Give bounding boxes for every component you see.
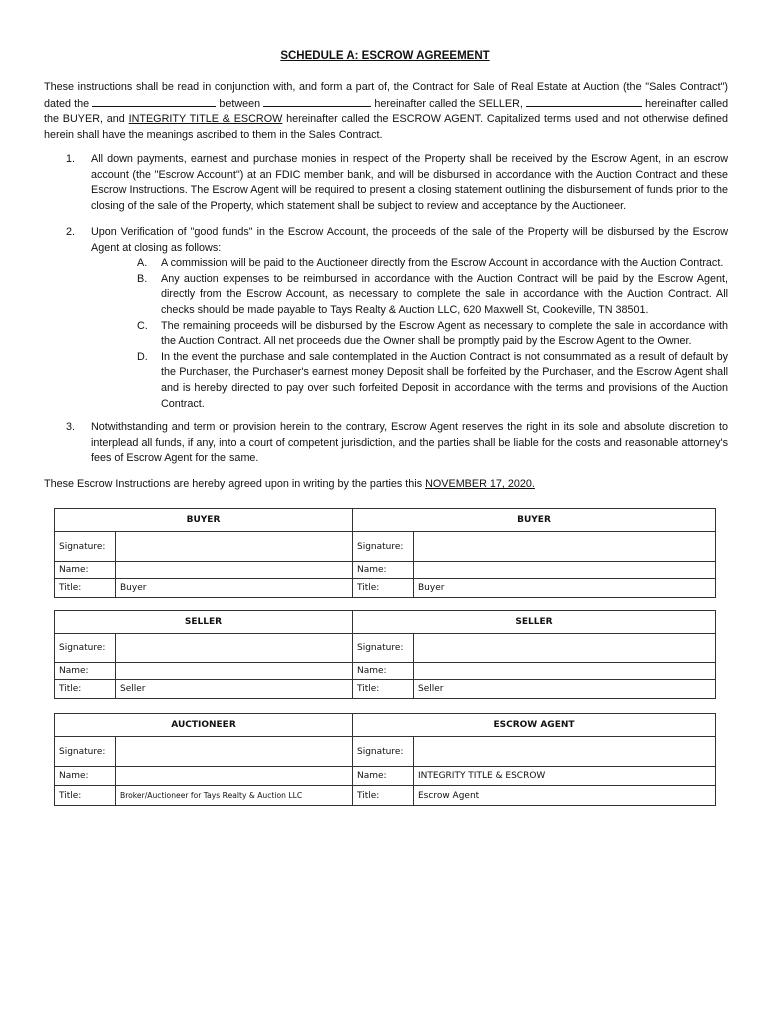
seller-1-title-field[interactable]: Seller [116,680,353,699]
seller-blank[interactable] [263,96,371,107]
clause-number: 3. [66,421,76,433]
buyer-1-title-field[interactable]: Buyer [116,579,353,598]
document-title: SCHEDULE A: ESCROW AGREEMENT [280,50,490,62]
name-label: Name: [353,562,414,579]
signature-label: Signature: [55,634,116,663]
name-label: Name: [55,767,116,786]
seller-signature-table [54,610,716,699]
clause-3 [44,420,728,467]
subclause-c [137,319,728,350]
clause-1 [44,152,728,214]
date-blank[interactable] [92,96,216,107]
title-label: Title: [353,786,414,806]
subclause-text: A commission will be paid to the Auctioneer directly from the Escrow Account in accordance with the Auction Contract. [161,257,724,270]
auctioneer-title-field[interactable]: Broker/Auctioneer for Tays Realty & Auction LLC [116,786,353,806]
signature-label: Signature: [55,737,116,767]
table-header-right: BUYER [353,509,716,532]
subclause-letter: B. [137,272,148,285]
seller-2-name-field[interactable] [414,663,716,680]
intro-text-5: hereinafter called the ESCROW AGENT. Capitalized terms used and not otherwise defined herein shall have the meanings ascribed to them in the Sales Contract. [44,113,729,141]
intro-text-3: hereinafter called the SELLER, [374,97,523,110]
buyer-signature-table [54,508,716,598]
table-header-left: AUCTIONEER [55,714,353,737]
title-label: Title: [55,579,116,598]
escrow-agent-name-field[interactable]: INTEGRITY TITLE & ESCROW [414,767,716,786]
escrow-agent-title-field[interactable]: Escrow Agent [414,786,716,806]
agreement-text: These Escrow Instructions are hereby agreed upon in writing by the parties this [44,478,423,490]
buyer-1-signature-field[interactable] [116,532,353,562]
title-label: Title: [55,680,116,699]
title-label: Title: [55,786,116,806]
signature-label: Signature: [353,532,414,562]
subclause-text: In the event the purchase and sale contemplated in the Auction Contract is not consummated as a result of default by the Purchaser, the Purchaser's earnest money Deposit shall be forfeited by the Purchaser, and the Escrow Agent shall and is hereby directed to pay over such forfeited Deposit in accordance with the terms and provisions of the Auction Contract. [161,350,728,410]
buyer-1-name-field[interactable] [116,562,353,579]
name-label: Name: [353,663,414,680]
table-header-left: SELLER [55,611,353,634]
name-label: Name: [55,562,116,579]
table-header-left: BUYER [55,509,353,532]
buyer-2-name-field[interactable] [414,562,716,579]
name-label: Name: [353,767,414,786]
intro-text-2: between [219,97,261,110]
clause-number: 1. [66,153,76,165]
name-label: Name: [55,663,116,680]
buyer-2-signature-field[interactable] [414,532,716,562]
signature-label: Signature: [353,634,414,663]
clause-text: Upon Verification of "good funds" in the Escrow Account, the proceeds of the sale of the Property will be disbursed by the Escrow Agent at closing as follows: [91,226,728,254]
subclause-letter: A. [137,257,148,270]
subclause-text: Any auction expenses to be reimbursed in accordance with the Auction Contract will be paid by the Escrow Agent, directly from the Escrow Account, as necessary to complete the sale in accordance with the Auction Contract. All checks should be made payable to Tays Realty & Auction LLC, 620 Maxwell St, Cookeville, TN 38501. [161,272,728,316]
clause-text: All down payments, earnest and purchase monies in respect of the Property shall be received by the Escrow Agent, in an escrow account (the "Escrow Account") at an FDIC member bank, and will be disbursed in accordance with the Auction Contract and these Escrow Instructions. The Escrow Agent will be required to present a closing statement outlining the disbursement of funds prior to the closing of the sale of the Property, which statement shall be subject to review and acceptance by the Auctioneer. [91,153,728,212]
table-header-right: SELLER [353,611,716,634]
intro-paragraph [44,80,728,143]
subclause-text: The remaining proceeds will be disbursed by the Escrow Agent as necessary to complete the sale in accordance with the Auction Contract. All net proceeds due the Owner shall be promptly paid by the Escrow Agent to the Owner. [161,319,728,348]
subclause-a [137,256,728,272]
table-header-right: ESCROW AGENT [353,714,716,737]
seller-2-signature-field[interactable] [414,634,716,663]
seller-2-title-field[interactable]: Seller [414,680,716,699]
agreement-line [44,478,728,490]
escrow-agent-signature-field[interactable] [414,737,716,767]
intro-text-4: hereinafter called the BUYER, and [44,97,729,126]
subclause-letter: C. [137,319,148,332]
signature-label: Signature: [353,737,414,767]
auctioneer-name-field[interactable] [116,767,353,786]
auctioneer-escrow-signature-table [54,713,716,806]
subclause-d [137,350,728,412]
subclause-b [137,272,728,319]
title-label: Title: [353,680,414,699]
subclause-letter: D. [137,350,148,363]
clause-text: Notwithstanding and term or provision herein to the contrary, Escrow Agent reserves the right in its sole and absolute discretion to interplead all funds, if any, into a court of competent jurisdiction, and the parties shall be liable for the costs and reasonable attorney's fees of Escrow Agent for the same. [91,421,728,465]
clause-number: 2. [66,226,76,238]
seller-1-name-field[interactable] [116,663,353,680]
intro-text-1: These instructions shall be read in conjunction with, and form a part of, the Contract for Sale of Real Estate at Auction (the "Sales Contract") dated the [44,81,728,110]
seller-1-signature-field[interactable] [116,634,353,663]
title-label: Title: [353,579,414,598]
escrow-agent-name: INTEGRITY TITLE & ESCROW [128,113,283,126]
clause-2 [44,225,728,412]
auctioneer-signature-field[interactable] [116,737,353,767]
buyer-blank[interactable] [526,96,642,107]
signature-label: Signature: [55,532,116,562]
buyer-2-title-field[interactable]: Buyer [414,579,716,598]
agreement-date: NOVEMBER 17, 2020. [425,478,535,490]
